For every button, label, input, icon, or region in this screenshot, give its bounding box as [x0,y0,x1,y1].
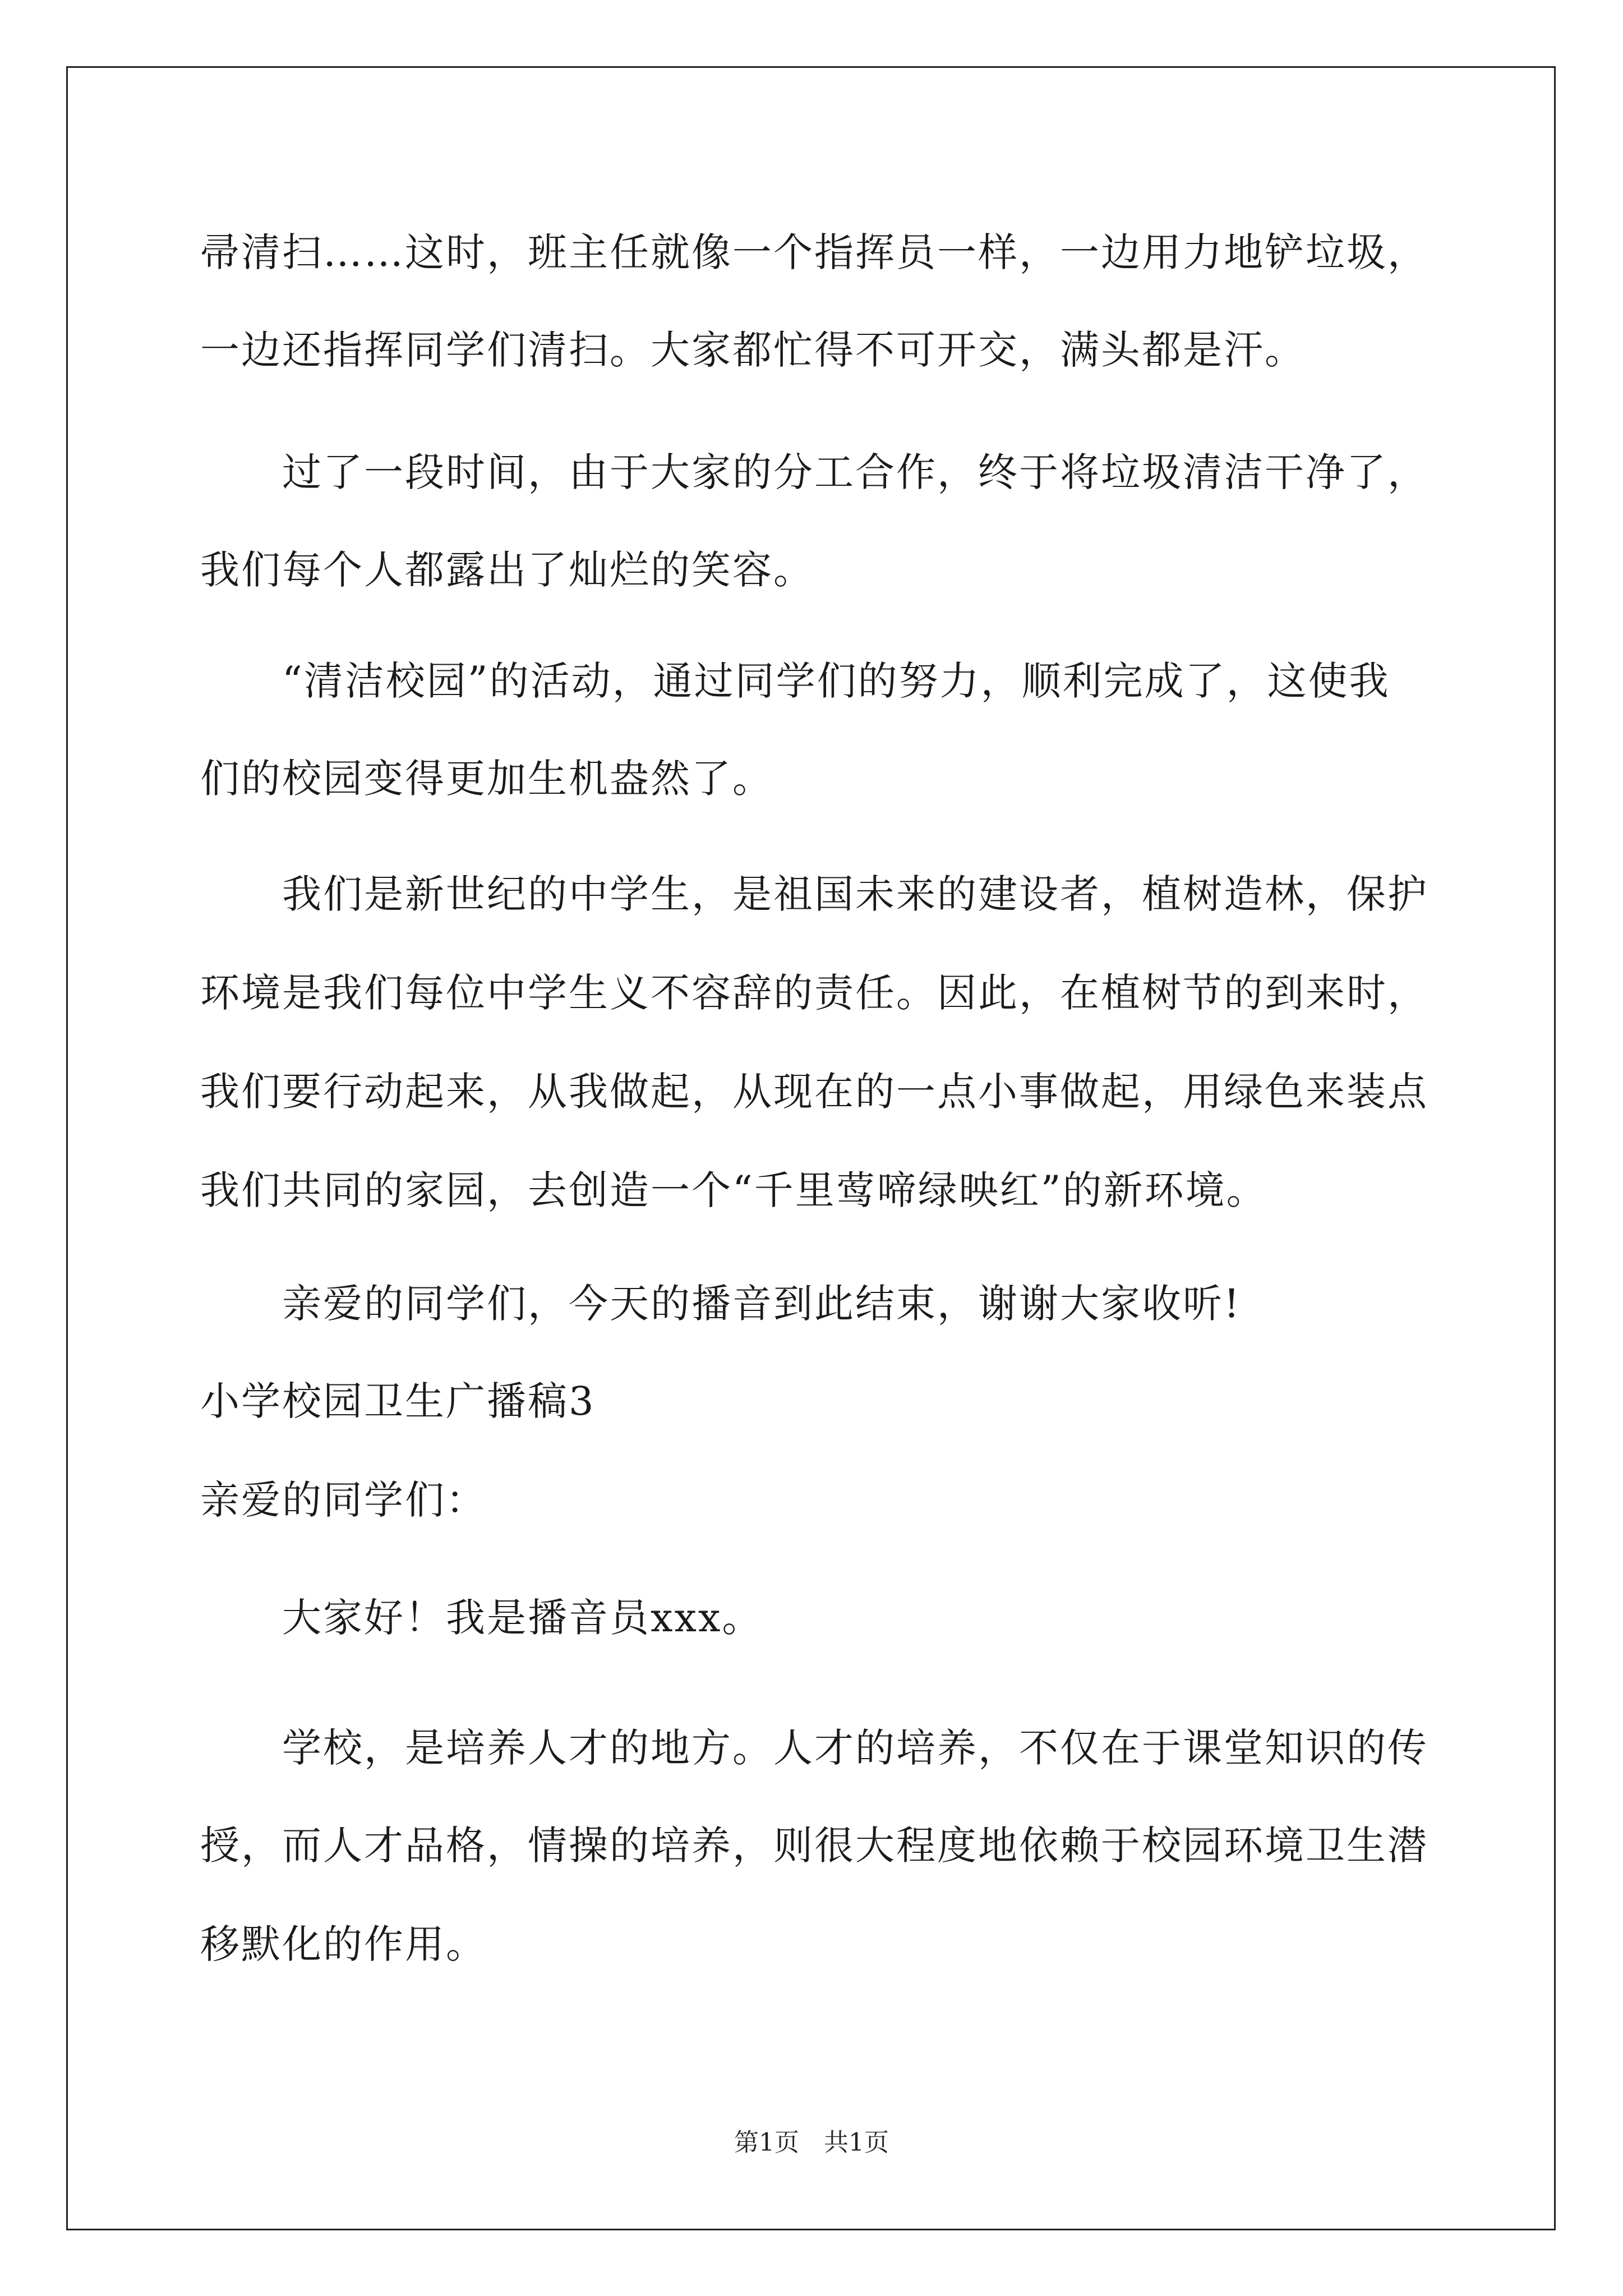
section-heading: 小学校园卫生广播稿3 [200,1378,596,1424]
body-text-line: 我们要行动起来，从我做起，从现在的一点小事做起，用绿色来装点 [200,1069,1428,1115]
body-text-line: 过了一段时间，由于大家的分工合作，终于将垃圾清洁干净了， [282,449,1428,495]
body-text-line: “清洁校园”的活动，通过同学们的努力，顺利完成了，这使我 [282,658,1390,704]
body-text-line: 移默化的作用。 [200,1921,487,1967]
body-text-line: 帚清扫……这时，班主任就像一个指挥员一样，一边用力地铲垃圾， [200,229,1428,275]
body-text-line: 环境是我们每位中学生义不容辞的责任。因此，在植树节的到来时， [200,970,1428,1016]
body-text-line: 一边还指挥同学们清扫。大家都忙得不可开交，满头都是汗。 [200,327,1306,373]
body-text-line: 我们是新世纪的中学生，是祖国未来的建设者，植树造林，保护 [282,871,1428,917]
page-footer: 第1页 共1页 [734,2128,889,2157]
body-text-line: 们的校园变得更加生机盎然了。 [200,756,773,802]
body-text-line: 授，而人才品格，情操的培养，则很大程度地依赖于校园环境卫生潜 [200,1823,1428,1869]
body-text-line: 学校，是培养人才的地方。人才的培养，不仅在于课堂知识的传 [282,1725,1428,1771]
salutation: 亲爱的同学们： [200,1477,487,1523]
body-text-line: 我们共同的家园，去创造一个“千里莺啼绿映红”的新环境。 [200,1167,1267,1213]
body-text-line: 大家好！我是播音员xxx。 [282,1595,763,1641]
page-border [66,66,1556,2230]
body-text-line: 亲爱的同学们，今天的播音到此结束，谢谢大家收听! [282,1281,1242,1327]
body-text-line: 我们每个人都露出了灿烂的笑容。 [200,547,814,593]
